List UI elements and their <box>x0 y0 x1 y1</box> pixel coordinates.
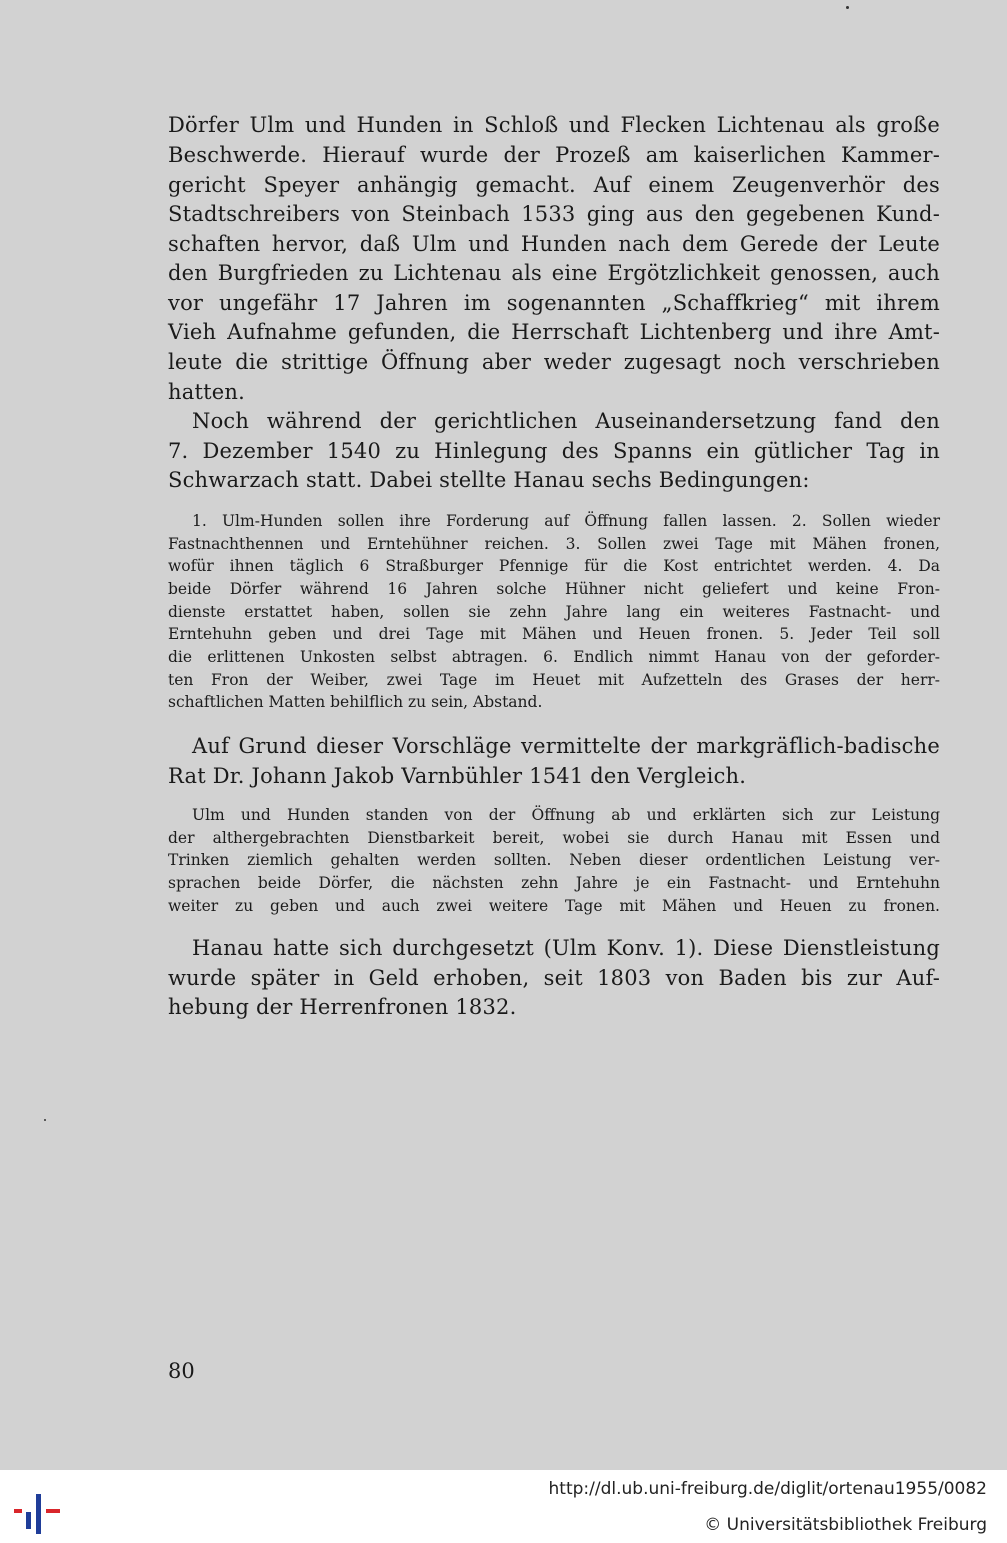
source-url-link[interactable]: http://dl.ub.uni-freiburg.de/diglit/ortenau1955/0082 <box>548 1479 987 1499</box>
small-text-line: Ulm und Hunden standen von der Öffnung ab und erklärten sich zur Leistung <box>192 806 940 824</box>
small-text-line: wofür ihnen täglich 6 Straßburger Pfennige für die Kost entrichtet werden. 4. Da <box>168 557 940 575</box>
scan-speck <box>846 6 849 9</box>
text-line: vor ungefähr 17 Jahren im sogenannten „Schaffkrieg“ mit ihrem <box>168 291 940 315</box>
text-line: Auf Grund dieser Vorschläge vermittelte der markgräflich-badische <box>192 734 940 758</box>
text-line: Hanau hatte sich durchgesetzt (Ulm Konv. 1). Diese Dienstleistung <box>192 936 940 960</box>
text-line: 7. Dezember 1540 zu Hinlegung des Spanns ein gütlicher Tag in <box>168 439 940 463</box>
small-text-line: Erntehuhn geben und drei Tage mit Mähen und Heuen fronen. 5. Jeder Teil soll <box>168 625 940 643</box>
text-line: den Burgfrieden zu Lichtenau als eine Ergötzlichkeit genossen, auch <box>168 261 940 285</box>
small-text-line: weiter zu geben und auch zwei weitere Tage mit Mähen und Heuen zu fronen. <box>168 897 940 915</box>
small-text-line: dienste erstattet haben, sollen sie zehn Jahre lang ein weiteres Fastnacht- und <box>168 603 940 621</box>
text-line: leute die strittige Öffnung aber weder zugesagt noch verschrieben <box>168 350 940 374</box>
text-line: Schwarzach statt. Dabei stellte Hanau sechs Bedingungen: <box>168 468 810 492</box>
scan-speck <box>44 1119 46 1121</box>
small-text-line: der althergebrachten Dienstbarkeit bereit, wobei sie durch Hanau mit Essen und <box>168 829 940 847</box>
small-text-line: die erlittenen Unkosten selbst abtragen. 6. Endlich nimmt Hanau von der geforder- <box>168 648 940 666</box>
text-line: Noch während der gerichtlichen Auseinandersetzung fand den <box>192 409 940 433</box>
text-line: Rat Dr. Johann Jakob Varnbühler 1541 den Vergleich. <box>168 764 747 788</box>
text-line: wurde später in Geld erhoben, seit 1803 von Baden bis zur Auf- <box>168 966 940 990</box>
small-text-line: Fastnachthennen und Erntehühner reichen. 3. Sollen zwei Tage mit Mähen fronen, <box>168 535 940 553</box>
text-line: schaften hervor, daß Ulm und Hunden nach dem Gerede der Leute <box>168 232 940 256</box>
copyright-notice: © Universitätsbibliothek Freiburg <box>704 1515 987 1535</box>
small-text-line: Trinken ziemlich gehalten werden sollten. Neben dieser ordentlichen Leistung ver- <box>168 851 940 869</box>
text-line: Vieh Aufnahme gefunden, die Herrschaft Lichtenberg und ihre Amt- <box>168 320 940 344</box>
small-text-line: sprachen beide Dörfer, die nächsten zehn Jahre je ein Fastnacht- und Erntehuhn <box>168 874 940 892</box>
small-text-line: schaftlichen Matten behilflich zu sein, Abstand. <box>168 693 543 711</box>
text-line: hebung der Herrenfronen 1832. <box>168 995 517 1019</box>
small-text-line: 1. Ulm-Hunden sollen ihre Forderung auf Öffnung fallen lassen. 2. Sollen wieder <box>192 512 940 530</box>
footer <box>0 1470 1007 1543</box>
page-number: 80 <box>168 1359 195 1383</box>
text-line: gericht Speyer anhängig gemacht. Auf einem Zeugenverhör des <box>168 173 940 197</box>
text-line: Stadtschreibers von Steinbach 1533 ging aus den gegebenen Kund- <box>168 202 940 226</box>
text-line: Dörfer Ulm und Hunden in Schloß und Flecken Lichtenau als große <box>168 113 940 137</box>
digital-library-logo-icon <box>12 1482 64 1536</box>
text-line: hatten. <box>168 380 245 404</box>
small-text-line: ten Fron der Weiber, zwei Tage im Heuet mit Aufzetteln des Grases der herr- <box>168 671 940 689</box>
small-text-line: beide Dörfer während 16 Jahren solche Hühner nicht geliefert und keine Fron- <box>168 580 940 598</box>
text-line: Beschwerde. Hierauf wurde der Prozeß am kaiserlichen Kammer- <box>168 143 940 167</box>
